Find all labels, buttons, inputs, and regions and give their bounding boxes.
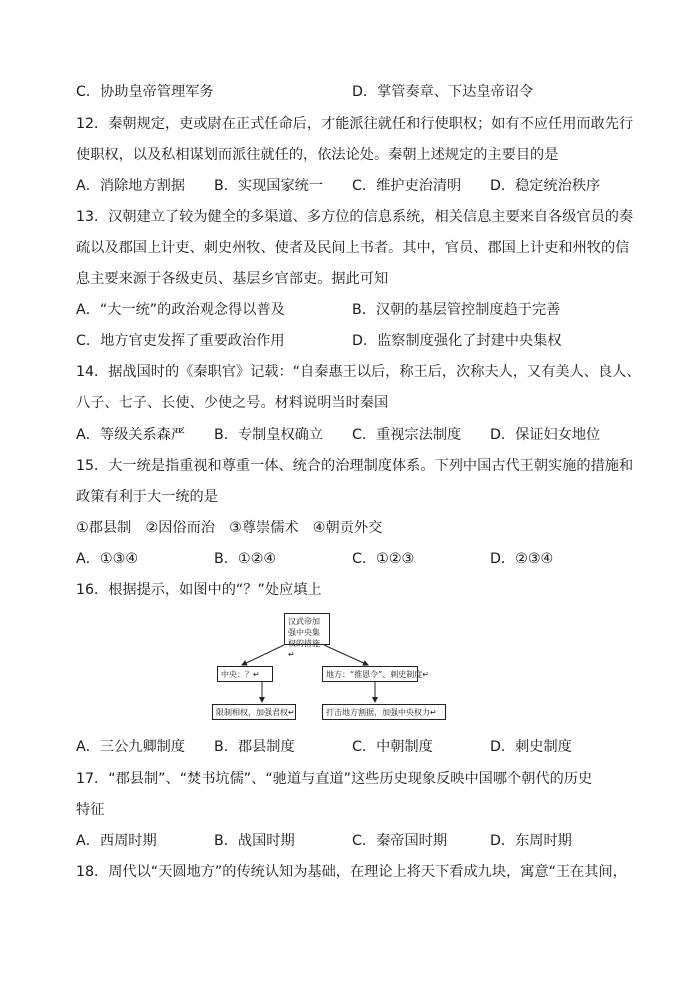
q15-stem-line2: 政策有利于大一统的是 [76,489,218,505]
q13-option-a: A．“大一统”的政治观念得以普及 [76,302,285,318]
arrow-to-center [242,645,284,665]
q14-option-a: A．等级关系森严 [76,427,186,443]
q17-option-a: A．西周时期 [76,833,157,849]
q12-option-a: A．消除地方割据 [76,178,186,194]
q16-option-c: C．中朝制度 [352,739,433,755]
q12-stem-line2: 使职权，以及私相谋划而派往就任的，依法论处。秦朝上述规定的主要目的是 [76,147,559,163]
q14-stem-line2: 八子、七子、长使、少使之号。材料说明当时秦国 [76,395,389,411]
q15-option-d: D．②③④ [490,551,554,567]
q11-option-c: C．协助皇帝管理军务 [76,84,214,100]
q15-option-c: C．①②③ [352,551,415,567]
q15-items: ①郡县制 ②因俗而治 ③尊崇儒术 ④朝贡外交 [76,520,383,536]
q12-option-c: C．维护吏治清明 [352,178,462,194]
q13-stem-line2: 疏以及郡国上计吏、刺史州牧、使者及民间上书者。其中，官员、郡国上计吏和州牧的信 [76,240,630,256]
q13-stem-line3: 息主要来源于各级吏员、基层乡官部吏。据此可知 [76,271,389,287]
q13-option-c: C．地方官吏发挥了重要政治作用 [76,333,285,349]
q16-option-a: A．三公九卿制度 [76,739,186,755]
diagram-box-local-result: 打击地方割据，加强中央权力↵ [322,704,446,720]
q14-option-c: C．重视宗法制度 [352,427,462,443]
diagram-box-center: 中央：？↵ [217,666,273,682]
diagram-box-top: 汉武帝加强中央集权的措施↵ [284,613,330,645]
q13-option-d: D．监察制度强化了封建中央集权 [352,333,562,349]
q13-option-b: B．汉朝的基层管控制度趋于完善 [352,302,561,318]
q13-stem-line1: 13．汉朝建立了较为健全的多渠道、多方位的信息系统，相关信息主要来自各级官员的奏 [76,209,634,225]
q17-stem-line1: 17．“郡县制”、“焚书坑儒”、“驰道与直道”这些历史现象反映中国哪个朝代的历史 [76,771,593,787]
q14-stem-line1: 14．据战国时的《秦职官》记载：“自秦惠王以后，称王后，次称夫人，又有美人、良人、 [76,364,641,380]
q16-diagram [200,610,460,735]
q15-stem-line1: 15．大一统是指重视和尊重一体、统合的治理制度体系。下列中国古代王朝实施的措施和 [76,458,634,474]
q18-stem-line1: 18．周代以“天圆地方”的传统认知为基础，在理论上将天下看成九块，寓意“王在其间， [76,864,627,880]
q17-option-c: C．秦帝国时期 [352,833,448,849]
q12-option-b: B．实现国家统一 [214,178,324,194]
arrow-to-local [324,645,368,665]
q17-option-d: D．东周时期 [490,833,572,849]
q17-option-b: B．战国时期 [214,833,295,849]
q16-option-d: D．刺史制度 [490,739,572,755]
q11-option-d: D．掌管奏章、下达皇帝诏令 [352,84,534,100]
q16-option-b: B．郡县制度 [214,739,295,755]
q15-option-a: A．①③④ [76,551,139,567]
diagram-box-center-result: 限制相权，加强君权↵ [212,704,296,720]
q12-option-d: D．稳定统治秩序 [490,178,601,194]
q17-stem-line2: 特征 [76,802,105,818]
q14-option-d: D．保证妇女地位 [490,427,601,443]
q15-option-b: B．①②④ [214,551,277,567]
q14-option-b: B．专制皇权确立 [214,427,324,443]
diagram-box-local: 地方：“推恩令”、刺史制度↵ [322,666,418,682]
q16-stem: 16．根据提示，如图中的“？”处应填上 [76,582,322,598]
q12-stem-line1: 12．秦朝规定，吏或尉在正式任命后，才能派往就任和行使职权；如有不应任用而敢先行 [76,116,634,132]
